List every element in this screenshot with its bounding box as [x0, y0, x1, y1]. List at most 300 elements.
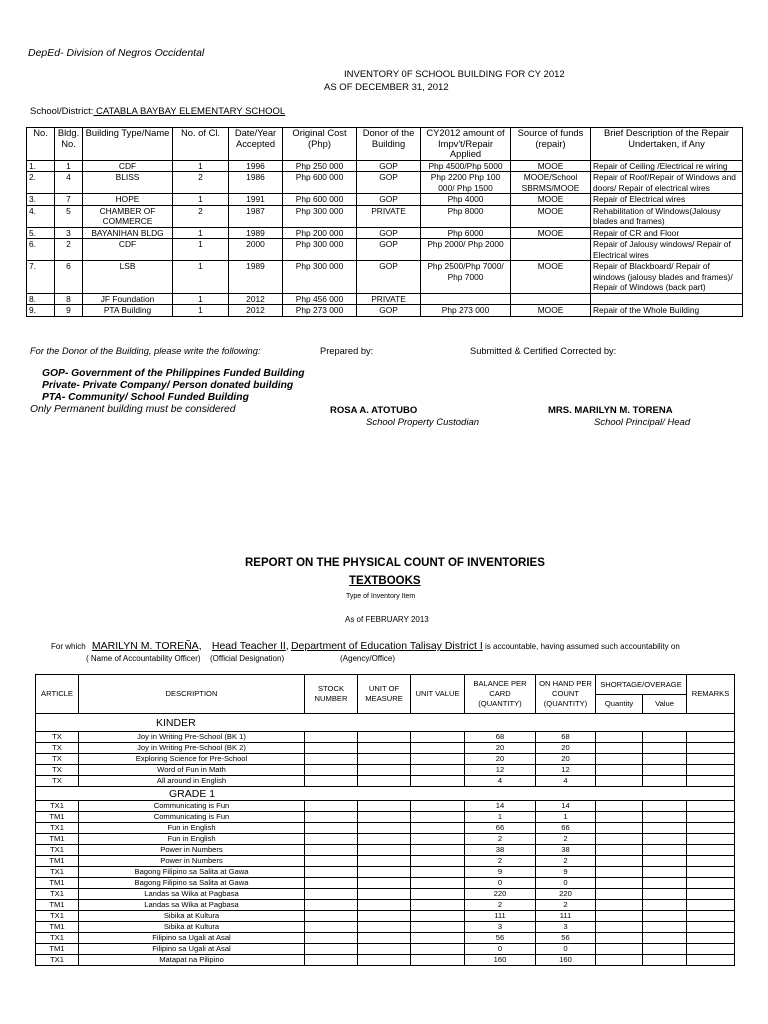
inventory-cell: PRIVATE	[357, 293, 421, 305]
inventory-row	[27, 239, 743, 261]
table-cell	[305, 867, 358, 878]
inventory-cell: Repair of Blackboard/ Repair of windows (jalousy blades and frames)/ Repair of Windows (back part)	[591, 261, 743, 294]
comma: ,	[285, 640, 289, 652]
table-cell	[411, 743, 465, 754]
table-row	[36, 955, 735, 966]
inventory-cell: 1989	[229, 227, 283, 239]
table-cell: Matapat na Pilipino	[79, 955, 305, 966]
table-cell	[305, 955, 358, 966]
table-cell	[687, 801, 735, 812]
inventory-cell	[511, 293, 591, 305]
table-cell	[305, 845, 358, 856]
table-cell: Fun in English	[79, 834, 305, 845]
table-row	[36, 801, 735, 812]
table-cell	[643, 732, 687, 743]
signer1-name: ROSA A. ATOTUBO	[330, 405, 418, 416]
table-row	[36, 845, 735, 856]
inventory-cell: 1	[173, 305, 229, 317]
table-cell: Word of Fun in Math	[79, 765, 305, 776]
inventory-col-header: Bldg. No.	[55, 128, 83, 161]
inventory-col-header: Building Type/Name	[83, 128, 173, 161]
table-cell	[411, 911, 465, 922]
table-cell	[358, 754, 411, 765]
table-cell	[687, 743, 735, 754]
table-row	[36, 754, 735, 765]
table-cell	[358, 955, 411, 966]
inventory-row	[27, 227, 743, 239]
col-stock-number: STOCK NUMBER	[305, 675, 358, 714]
school-district	[30, 106, 285, 117]
table-cell	[305, 911, 358, 922]
table-cell	[411, 867, 465, 878]
table-row	[36, 911, 735, 922]
table-cell	[411, 834, 465, 845]
inventory-row	[27, 205, 743, 227]
inventory-col-header: Donor of the Building	[357, 128, 421, 161]
table-cell: TX	[36, 743, 79, 754]
table-cell	[411, 732, 465, 743]
table-cell	[643, 911, 687, 922]
inventory-col-header: CY2012 amount of Impv't/Repair Applied	[421, 128, 511, 161]
table-cell	[411, 955, 465, 966]
table-cell	[643, 922, 687, 933]
inventory-cell: Php 600 000	[283, 194, 357, 206]
inventory-cell: 8	[55, 293, 83, 305]
inventory-cell: Php 2200 Php 100 000/ Php 1500	[421, 172, 511, 194]
inventory-cell: 1	[173, 194, 229, 206]
inventory-cell: Php 8000	[421, 205, 511, 227]
school-label: School/District:	[30, 106, 94, 117]
table-row	[36, 867, 735, 878]
officer-name: MARILYN M. TOREÑA	[91, 640, 199, 652]
inventory-cell: 5	[55, 205, 83, 227]
inventory-cell: 1	[173, 160, 229, 172]
inventory-cell: BLISS	[83, 172, 173, 194]
inventory-cell: BAYANIHAN BLDG	[83, 227, 173, 239]
inventory-cell: Php 4500/Php 5000	[421, 160, 511, 172]
inventory-cell: 1991	[229, 194, 283, 206]
table-cell	[687, 889, 735, 900]
inventory-cell: GOP	[357, 261, 421, 294]
table-cell	[358, 823, 411, 834]
col-shortage-quantity: Quantity	[596, 695, 643, 714]
table-cell: TM1	[36, 900, 79, 911]
table-cell: Power in Numbers	[79, 856, 305, 867]
table-cell: TM1	[36, 834, 79, 845]
table-cell	[687, 900, 735, 911]
inventory-cell: 2012	[229, 293, 283, 305]
table-cell: TM1	[36, 878, 79, 889]
inventory-cell: Repair of Roof/Repair of Windows and doors/ Repair of electrical wires	[591, 172, 743, 194]
inventory-cell: 3	[55, 227, 83, 239]
inventory-cell: GOP	[357, 194, 421, 206]
inventory-cell: Php 273 000	[421, 305, 511, 317]
inventory-cell: PRIVATE	[357, 205, 421, 227]
table-cell: 1	[465, 812, 536, 823]
table-cell	[305, 900, 358, 911]
inventory-cell: GOP	[357, 239, 421, 261]
accountable-text: is accountable, having assumed such accountability on	[482, 642, 680, 651]
table-cell: 9	[536, 867, 596, 878]
table-cell	[596, 823, 643, 834]
table-cell	[305, 732, 358, 743]
division-label: DepEd- Division of Negros Occidental	[28, 47, 205, 59]
accountability-line	[51, 640, 680, 652]
inventory-cell: 1	[173, 261, 229, 294]
inventory-col-header: Date/Year Accepted	[229, 128, 283, 161]
inventory-type-label: Type of Inventory Item	[346, 593, 416, 600]
inventory-cell: Php 456 000	[283, 293, 357, 305]
inventory-cell: 1	[173, 293, 229, 305]
table-cell	[305, 933, 358, 944]
table-cell	[596, 776, 643, 787]
table-cell: All around in English	[79, 776, 305, 787]
inventory-cell: 2	[173, 205, 229, 227]
inventory-cell: CDF	[83, 239, 173, 261]
table-cell	[643, 900, 687, 911]
table-row	[36, 933, 735, 944]
col-article: ARTICLE	[36, 675, 79, 714]
inventory-cell	[421, 293, 511, 305]
table-cell	[358, 765, 411, 776]
table-cell: Bagong Filipino sa Salita at Gawa	[79, 878, 305, 889]
group-label: KINDER	[36, 714, 735, 732]
inventory-row	[27, 194, 743, 206]
agency-name: Department of Education Talisay District I	[290, 640, 483, 652]
table-row	[36, 732, 735, 743]
table-cell	[305, 834, 358, 845]
inventory-cell: 6.	[27, 239, 55, 261]
table-cell	[687, 754, 735, 765]
table-cell: Joy in Writing Pre-School (BK 1)	[79, 732, 305, 743]
for-which-label: For which	[51, 642, 86, 651]
table-cell: 3	[465, 922, 536, 933]
table-cell	[411, 812, 465, 823]
table-cell	[596, 911, 643, 922]
table-cell: Landas sa Wika at Pagbasa	[79, 889, 305, 900]
col-unit-measure: UNIT OF MEASURE	[358, 675, 411, 714]
table-cell	[358, 867, 411, 878]
table-cell	[358, 878, 411, 889]
report-asof: As of FEBRUARY 2013	[345, 615, 429, 624]
table-cell: 2	[465, 834, 536, 845]
table-cell	[305, 922, 358, 933]
table-cell	[687, 955, 735, 966]
inventory-col-header: Source of funds (repair)	[511, 128, 591, 161]
table-cell	[358, 911, 411, 922]
table-cell	[358, 845, 411, 856]
inventory-col-header: Brief Description of the Repair Undertaken, if Any	[591, 128, 743, 161]
inventory-cell: MOOE/School SBRMS/MOOE	[511, 172, 591, 194]
inventory-cell: 7	[55, 194, 83, 206]
table-cell: TX1	[36, 889, 79, 900]
inventory-col-header: No. of Cl.	[173, 128, 229, 161]
col-shortage: SHORTAGE/OVERAGE	[596, 675, 687, 695]
table-cell	[305, 944, 358, 955]
table-cell	[411, 856, 465, 867]
table-row	[36, 889, 735, 900]
table-cell	[358, 776, 411, 787]
table-cell	[643, 801, 687, 812]
table-cell	[596, 867, 643, 878]
table-cell: Sibika at Kultura	[79, 911, 305, 922]
table-cell	[643, 878, 687, 889]
table-cell	[596, 878, 643, 889]
table-row	[36, 765, 735, 776]
inventory-cell: Repair of Ceiling /Electrical re wiring	[591, 160, 743, 172]
table-cell	[358, 834, 411, 845]
inventory-cell: Php 600 000	[283, 172, 357, 194]
table-cell	[411, 878, 465, 889]
table-cell: 220	[465, 889, 536, 900]
table-cell: Sibika at Kultura	[79, 922, 305, 933]
table-cell: TX1	[36, 955, 79, 966]
table-cell: 160	[465, 955, 536, 966]
permanent-note: Only Permanent building must be considered	[30, 404, 236, 415]
table-cell: Bagong Filipino sa Salita at Gawa	[79, 867, 305, 878]
inventory-cell: 1989	[229, 261, 283, 294]
table-cell: 14	[465, 801, 536, 812]
table-row	[36, 878, 735, 889]
table-cell: 3	[536, 922, 596, 933]
table-cell	[358, 812, 411, 823]
table-cell	[643, 955, 687, 966]
inventory-cell: 5.	[27, 227, 55, 239]
table-cell	[596, 765, 643, 776]
table-cell	[411, 944, 465, 955]
table-cell: 1	[536, 812, 596, 823]
inventory-cell: MOOE	[511, 205, 591, 227]
table-cell	[411, 900, 465, 911]
table-cell: 0	[536, 944, 596, 955]
table-cell: 4	[465, 776, 536, 787]
table-cell: Communicating is Fun	[79, 801, 305, 812]
inventory-cell: MOOE	[511, 227, 591, 239]
inventory-cell: Rehabilitation of Windows(Jalousy blades and frames)	[591, 205, 743, 227]
table-cell	[411, 776, 465, 787]
report-subtitle: TEXTBOOKS	[349, 575, 421, 587]
table-cell: 38	[536, 845, 596, 856]
table-cell	[643, 944, 687, 955]
table-cell: TX	[36, 754, 79, 765]
table-cell: 111	[465, 911, 536, 922]
col-onhand: ON HAND PER COUNT (QUANTITY)	[536, 675, 596, 714]
donor-note: For the Donor of the Building, please write the following:	[30, 346, 261, 356]
table-cell	[358, 889, 411, 900]
table-cell: 20	[536, 743, 596, 754]
inventory-cell: Php 6000	[421, 227, 511, 239]
inventory-cell: GOP	[357, 305, 421, 317]
table-row	[36, 856, 735, 867]
table-cell	[305, 801, 358, 812]
table-cell	[596, 754, 643, 765]
table-cell	[687, 765, 735, 776]
table-row	[36, 944, 735, 955]
table-cell	[305, 812, 358, 823]
table-cell: 20	[465, 754, 536, 765]
table-cell	[358, 944, 411, 955]
inventory-cell: 1	[173, 239, 229, 261]
inventory-cell: Php 2000/ Php 2000	[421, 239, 511, 261]
table-cell	[596, 732, 643, 743]
table-cell	[643, 765, 687, 776]
table-cell: TM1	[36, 944, 79, 955]
table-cell	[411, 889, 465, 900]
signer2-name: MRS. MARILYN M. TORENA	[548, 405, 673, 416]
table-cell: 2	[536, 834, 596, 845]
table-cell	[687, 944, 735, 955]
table-cell: 160	[536, 955, 596, 966]
inventory-cell: GOP	[357, 160, 421, 172]
comma: ,	[198, 640, 202, 652]
table-cell	[596, 933, 643, 944]
table-cell	[411, 765, 465, 776]
inventory-cell: 1.	[27, 160, 55, 172]
table-cell: Landas sa Wika at Pagbasa	[79, 900, 305, 911]
table-cell	[687, 856, 735, 867]
table-cell: TX1	[36, 845, 79, 856]
inventory-cell: MOOE	[511, 194, 591, 206]
table-cell	[305, 776, 358, 787]
inventory-row	[27, 261, 743, 294]
inventory-cell: Repair of Jalousy windows/ Repair of Electrical wires	[591, 239, 743, 261]
table-cell	[596, 889, 643, 900]
inventory-cell: 4	[55, 172, 83, 194]
col-balance: BALANCE PER CARD (QUANTITY)	[465, 675, 536, 714]
inventory-title: INVENTORY 0F SCHOOL BUILDING FOR CY 2012	[344, 69, 565, 80]
inventory-cell: Repair of Electrical wires	[591, 194, 743, 206]
table-cell	[643, 776, 687, 787]
table-cell	[358, 922, 411, 933]
table-cell: 2	[536, 856, 596, 867]
inventory-cell: CDF	[83, 160, 173, 172]
table-cell	[596, 834, 643, 845]
table-cell	[687, 922, 735, 933]
prepared-by-label: Prepared by:	[320, 346, 374, 356]
table-cell: 68	[465, 732, 536, 743]
table-cell: 4	[536, 776, 596, 787]
inventory-col-header: Original Cost (Php)	[283, 128, 357, 161]
table-cell: 9	[465, 867, 536, 878]
inventory-cell: HOPE	[83, 194, 173, 206]
table-cell: TX	[36, 765, 79, 776]
report-title: REPORT ON THE PHYSICAL COUNT OF INVENTORIES	[245, 557, 545, 569]
legend-private: Private- Private Company/ Person donated building	[42, 380, 294, 391]
table-row	[36, 812, 735, 823]
table-cell: TM1	[36, 922, 79, 933]
table-cell: Fun in English	[79, 823, 305, 834]
inventory-cell: Php 300 000	[283, 239, 357, 261]
table-cell	[643, 845, 687, 856]
inventory-cell: 8.	[27, 293, 55, 305]
table-row	[36, 900, 735, 911]
table-cell: 12	[465, 765, 536, 776]
table-cell: 2	[536, 900, 596, 911]
officer-designation: Head Teacher II	[211, 640, 286, 652]
inventory-cell: LSB	[83, 261, 173, 294]
table-row	[36, 743, 735, 754]
table-cell	[687, 776, 735, 787]
table-cell	[596, 856, 643, 867]
inventory-cell: 6	[55, 261, 83, 294]
table-cell: 0	[536, 878, 596, 889]
table-cell: 20	[536, 754, 596, 765]
table-cell: 0	[465, 878, 536, 889]
table-cell	[687, 933, 735, 944]
table-cell	[305, 754, 358, 765]
inventory-cell: 2000	[229, 239, 283, 261]
inventory-cell: Php 300 000	[283, 261, 357, 294]
inventory-cell: Repair of the Whole Building	[591, 305, 743, 317]
table-cell	[596, 900, 643, 911]
table-cell: Filipino sa Ugali at Asal	[79, 944, 305, 955]
inventory-cell: 1986	[229, 172, 283, 194]
table-cell: TX1	[36, 867, 79, 878]
table-cell	[643, 856, 687, 867]
signer2-title: School Principal/ Head	[594, 417, 691, 428]
inventory-cell: Php 273 000	[283, 305, 357, 317]
inventory-cell: 7.	[27, 261, 55, 294]
inventory-cell	[591, 293, 743, 305]
inventory-cell: 2.	[27, 172, 55, 194]
table-cell: TM1	[36, 856, 79, 867]
table-cell: 38	[465, 845, 536, 856]
signer1-title: School Property Custodian	[366, 417, 480, 428]
table-cell	[305, 889, 358, 900]
table-cell: Exploring Science for Pre-School	[79, 754, 305, 765]
inventory-cell: 9	[55, 305, 83, 317]
table-cell: 220	[536, 889, 596, 900]
table-cell: 111	[536, 911, 596, 922]
inventory-col-header: No.	[27, 128, 55, 161]
table-cell	[687, 867, 735, 878]
inventory-cell: Repair of CR and Floor	[591, 227, 743, 239]
inventory-cell: 9.	[27, 305, 55, 317]
table-cell: Power in Numbers	[79, 845, 305, 856]
inventory-cell: Php 250 000	[283, 160, 357, 172]
inventory-cell: Php 300 000	[283, 205, 357, 227]
legend-gop: GOP- Government of the Philippines Funded Building	[42, 368, 305, 379]
table-cell: 14	[536, 801, 596, 812]
table-cell: TX1	[36, 933, 79, 944]
inventory-cell: GOP	[357, 227, 421, 239]
table-cell	[305, 878, 358, 889]
inventory-cell: Php 2500/Php 7000/ Php 7000	[421, 261, 511, 294]
table-cell	[305, 743, 358, 754]
table-cell	[358, 933, 411, 944]
inventory-cell: 2	[55, 239, 83, 261]
table-cell	[305, 823, 358, 834]
table-cell: Joy in Writing Pre-School (BK 2)	[79, 743, 305, 754]
table-cell	[596, 812, 643, 823]
table-cell	[596, 955, 643, 966]
inventory-cell: MOOE	[511, 160, 591, 172]
table-cell	[358, 900, 411, 911]
table-cell	[687, 878, 735, 889]
table-row	[36, 834, 735, 845]
legend-pta: PTA- Community/ School Funded Building	[42, 392, 249, 403]
inventory-cell: JF Foundation	[83, 293, 173, 305]
table-cell: Communicating is Fun	[79, 812, 305, 823]
designation-caption: (Official Designation)	[210, 654, 285, 663]
table-cell	[411, 823, 465, 834]
table-cell	[411, 801, 465, 812]
table-row	[36, 922, 735, 933]
table-cell	[411, 933, 465, 944]
col-description: DESCRIPTION	[79, 675, 305, 714]
table-cell	[358, 801, 411, 812]
table-cell	[643, 933, 687, 944]
